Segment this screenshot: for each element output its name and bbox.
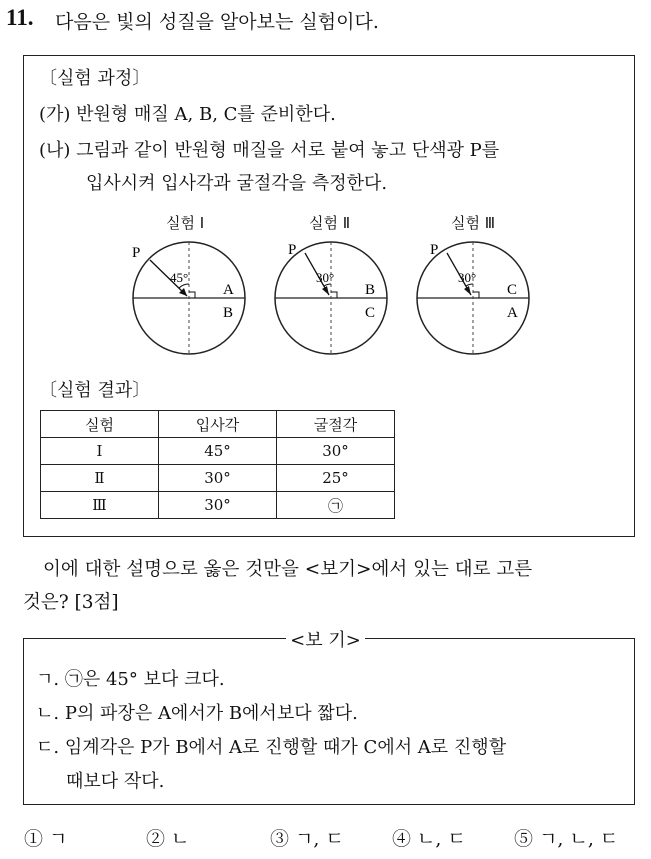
table-cell: 45° (159, 438, 277, 465)
diagram-3-label: 실험 Ⅲ (451, 214, 496, 232)
bogi-title-wrap (0, 626, 651, 652)
bogi-box (23, 638, 635, 805)
diagram-2-top-label: B (365, 282, 376, 298)
prompt-line2: 것은? [3점] (23, 592, 119, 613)
diagram-2-angle-label: 30° (316, 270, 335, 285)
diagram-2 (266, 231, 396, 361)
table-row (41, 465, 395, 492)
diagram-1-top-label: A (223, 282, 234, 298)
diagram-2-bottom-label: C (365, 305, 376, 321)
diagram-3-right-angle (473, 292, 479, 298)
table-cell: Ⅱ (41, 465, 159, 492)
diagram-3 (408, 231, 538, 361)
diagram-area (24, 206, 636, 366)
results-title: 〔실험 결과〕 (39, 380, 151, 401)
prompt-line1: 이에 대한 설명으로 옳은 것만을 <보기>에서 있는 대로 고른 (43, 559, 533, 580)
bogi-item-2: ㄴ. P의 파장은 A에서가 B에서보다 짧다. (36, 703, 358, 724)
question-text: 다음은 빛의 성질을 알아보는 실험이다. (55, 11, 379, 33)
table-cell: Ⅲ (41, 492, 159, 519)
table-row (41, 438, 395, 465)
choice-2[interactable]: ② ㄴ (146, 828, 190, 850)
table-header: 굴절각 (277, 411, 395, 438)
diagram-1-angle-label: 45° (170, 270, 189, 285)
diagram-1-label: 실험 Ⅰ (166, 214, 205, 232)
bogi-item-3-cont: 때보다 작다. (66, 771, 165, 792)
process-step-a: (가) 반원형 매질 A, B, C를 준비한다. (39, 104, 336, 125)
diagram-3-angle-label: 30° (458, 270, 477, 285)
diagram-2-right-angle (331, 292, 337, 298)
bogi-title: <보 기> (286, 630, 365, 651)
bogi-item-3: ㄷ. 임계각은 P가 B에서 A로 진행할 때가 C에서 A로 진행할 (36, 737, 507, 758)
choice-5[interactable]: ⑤ ㄱ, ㄴ, ㄷ (514, 828, 619, 850)
table-cell: 25° (277, 465, 395, 492)
table-cell: 30° (159, 465, 277, 492)
results-table (40, 410, 395, 519)
process-title: 〔실험 과정〕 (39, 68, 151, 89)
diagram-3-bottom-label: A (507, 305, 518, 321)
choice-1[interactable]: ① ㄱ (24, 828, 68, 850)
table-cell: 30° (159, 492, 277, 519)
diagram-2-ray-label: P (288, 242, 297, 258)
table-cell: Ⅰ (41, 438, 159, 465)
diagram-2-arrowhead (322, 286, 329, 295)
diagram-1-ray-label: P (132, 245, 141, 261)
prompt (23, 553, 635, 619)
table-header-row (41, 411, 395, 438)
table-cell: ㉠ (277, 492, 395, 519)
diagram-3-top-label: C (507, 282, 518, 298)
process-step-b-line2: 입사시켜 입사각과 굴절각을 측정한다. (86, 173, 388, 194)
diagram-1-right-angle (189, 292, 195, 298)
question-number: 11. (6, 5, 34, 30)
choice-4[interactable]: ④ ㄴ, ㄷ (392, 828, 466, 850)
table-row (41, 492, 395, 519)
diagram-1 (124, 231, 254, 361)
bogi-item-1: ㄱ. ㉠은 45° 보다 크다. (36, 669, 225, 690)
diagram-2-label: 실험 Ⅱ (309, 214, 351, 232)
process-step-b-line1: (나) 그림과 같이 반원형 매질을 서로 붙여 놓고 단색광 P를 (39, 140, 500, 161)
table-cell: 30° (277, 438, 395, 465)
diagram-3-ray-label: P (430, 242, 439, 258)
diagram-1-bottom-label: B (223, 305, 234, 321)
experiment-box (23, 55, 635, 537)
diagram-3-arrowhead (464, 286, 471, 295)
choice-3[interactable]: ③ ㄱ, ㄷ (270, 828, 344, 850)
table-header: 입사각 (159, 411, 277, 438)
table-header: 실험 (41, 411, 159, 438)
